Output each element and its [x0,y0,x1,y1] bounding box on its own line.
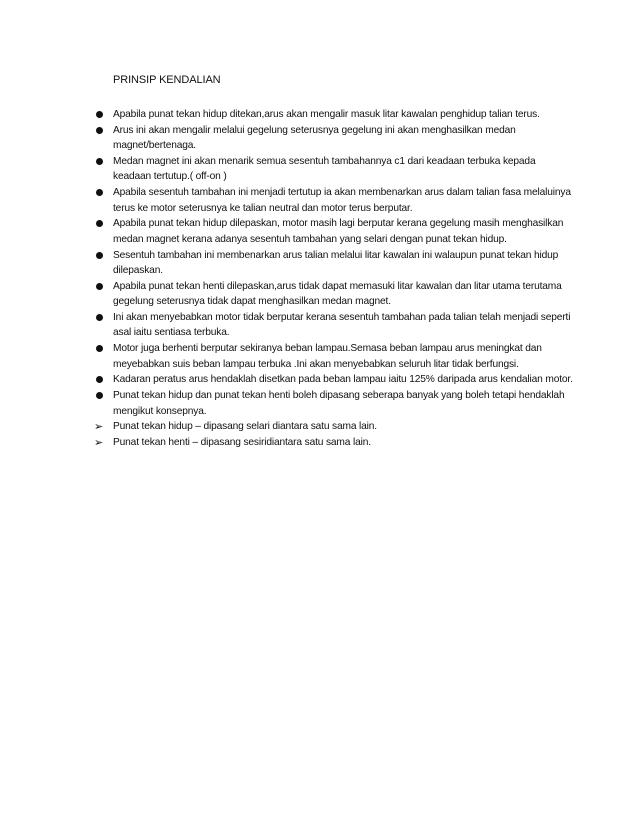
list-item-text: Sesentuh tambahan ini membenarkan arus talian melalui litar kawalan ini walaupun punat tekan hidup dilepaskan. [113,249,559,277]
dot-icon [94,388,106,403]
list-item [93,372,573,387]
dot-icon [94,216,106,231]
arrow-icon: ➢ [94,420,104,434]
dot-icon [94,341,106,356]
list-item-text: Apabila punat tekan henti dilepaskan,arus tidak dapat memasuki litar kawalan dan litar utama terutama gegelung seterusnya tidak dapat menghasilkan medan magnet. [113,280,562,308]
list-item-text: Arus ini akan mengalir melalui gegelung seterusnya gegelung ini akan menghasilkan medan magnet/bertenaga. [113,124,516,152]
list-item-text: Punat tekan hidup – dipasang selari diantara satu sama lain. [113,421,377,433]
list-item-text: Apabila sesentuh tambahan ini menjadi tertutup ia akan membenarkan arus dalam talian fasa melaluinya terus ke motor seterusnya ke talian neutral dan motor terus berputar. [113,187,571,214]
dot-icon [94,248,106,263]
bullet-list [93,107,573,451]
list-item [93,107,573,122]
list-item-text: Motor juga berhenti berputar sekiranya beban lampau.Semasa beban lampau arus meningkat dan meyebabkan suis beban lampau terbuka .Ini akan menyebabkan seluruh litar tidak berfungsi. [113,343,542,370]
list-item [93,419,573,434]
list-item [93,216,573,247]
list-item [93,248,573,279]
list-item [93,185,573,216]
dot-icon [94,185,106,200]
list-item-text: Kadaran peratus arus hendaklah disetkan pada beban lampau iaitu 125% daripada arus kendalian motor. [113,374,573,386]
list-item [93,310,573,341]
list-item [93,341,573,372]
list-item [93,123,573,154]
list-item-text: Punat tekan henti – dipasang sesiridiantara satu sama lain. [113,437,371,449]
list-item-text: Apabila punat tekan hidup ditekan,arus akan mengalir masuk litar kawalan penghidup talian terus. [113,109,540,120]
list-item-text: Ini akan menyebabkan motor tidak berputar kerana sesentuh tambahan pada talian telah menjadi seperti asal iaitu sentiasa terbuka. [113,312,571,339]
list-item [93,154,573,185]
list-item [93,435,573,450]
list-item [93,279,573,310]
list-item-text: Punat tekan hidup dan punat tekan henti boleh dipasang seberapa banyak yang boleh tetapi hendaklah mengikut konsepnya. [113,390,565,417]
dot-icon [94,154,106,169]
dot-icon [94,310,106,325]
dot-icon [94,279,106,294]
list-item-text: Medan magnet ini akan menarik semua sesentuh tambahannya c1 dari keadaan terbuka kepada keadaan tertutup.( off-on ) [113,156,536,183]
document-title: PRINSIP KENDALIAN [113,74,221,86]
arrow-icon: ➢ [94,436,104,450]
dot-icon [94,107,106,122]
dot-icon [94,372,106,387]
list-item [93,388,573,419]
dot-icon [94,123,106,138]
list-item-text: Apabila punat tekan hidup dilepaskan, motor masih lagi berputar kerana gegelung masih menghasilkan medan magnet kerana adanya sesentuh tambahan yang selari dengan punat tekan hidup. [113,218,564,245]
